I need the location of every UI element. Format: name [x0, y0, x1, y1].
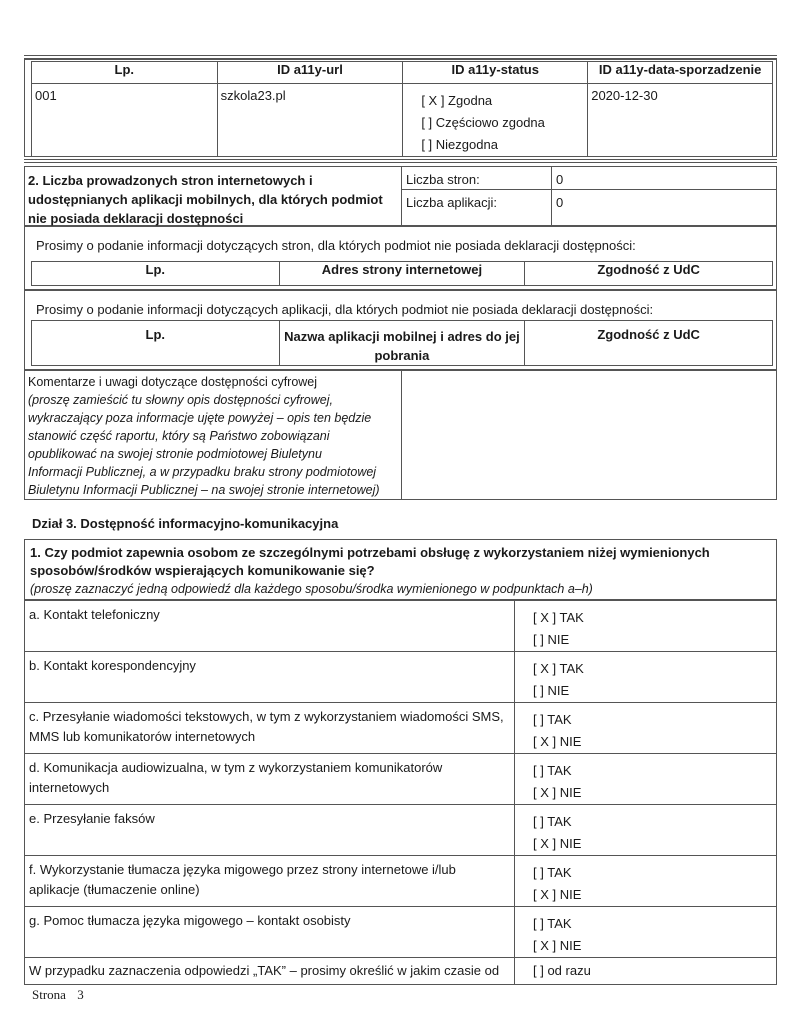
- item-options: [515, 601, 777, 652]
- table-row: [25, 907, 777, 958]
- pages-header-address: Adres strony internetowej: [279, 262, 525, 286]
- item-label-line: b. Kontakt korespondencyjny: [29, 658, 196, 673]
- item-label-line: aplikacje (tłumaczenie online): [29, 882, 200, 897]
- section3-heading: Dział 3. Dostępność informacyjno-komunikacyjna: [32, 516, 339, 531]
- header-url: ID a11y-url: [217, 62, 403, 84]
- option-nie[interactable]: [ ] NIE: [533, 683, 570, 698]
- table-row: [25, 754, 777, 805]
- pages-header-udc: Zgodność z UdC: [525, 262, 773, 286]
- section2-title: [28, 171, 400, 228]
- section2-title-line: udostępnianych aplikacji mobilnych, dla których podmiot: [28, 192, 383, 207]
- section2-title-line: 2. Liczba prowadzonych stron internetowych i: [28, 173, 313, 188]
- option-tak[interactable]: [ X ] TAK: [533, 610, 584, 625]
- option-nie[interactable]: [ X ] NIE: [533, 734, 582, 749]
- comments-hint-line: opublikować na swojej stronie podmiotowej Biuletynu: [28, 447, 322, 461]
- item-options: [515, 652, 777, 703]
- option-nie[interactable]: [ X ] NIE: [533, 887, 582, 902]
- item-options: [515, 907, 777, 958]
- timing-label: W przypadku zaznaczenia odpowiedzi „TAK” – prosimy określić w jakim czasie od: [25, 958, 515, 985]
- question-line: 1. Czy podmiot zapewnia osobom ze szczególnymi potrzebami obsługę z wykorzystaniem niżej wymienionych: [30, 545, 710, 560]
- item-label-line: f. Wykorzystanie tłumacza języka migowego przez strony internetowe i/lub: [29, 862, 456, 877]
- pages-request-text: Prosimy o podanie informacji dotyczących stron, dla których podmiot nie posiada deklaracji dostępności:: [36, 238, 636, 253]
- comments-hint-line: (proszę zamieścić tu słowny opis dostępności cyfrowej,: [28, 393, 333, 407]
- option-nie[interactable]: [ X ] NIE: [533, 938, 582, 953]
- comments-hint-line: wykraczający poza informacje ujęte powyżej – opis ten będzie: [28, 411, 372, 425]
- comments-input[interactable]: [402, 371, 776, 499]
- option-tak[interactable]: [ X ] TAK: [533, 661, 584, 676]
- item-label-line: internetowych: [29, 780, 110, 795]
- item-options: [515, 754, 777, 805]
- option-nie[interactable]: [ X ] NIE: [533, 836, 582, 851]
- table-row: [25, 703, 777, 754]
- status-option-partial[interactable]: [ ] Częściowo zgodna: [421, 115, 545, 130]
- item-label: [25, 652, 515, 703]
- section2-title-line: nie posiada deklaracji dostępności: [28, 211, 244, 226]
- item-label: [25, 856, 515, 907]
- section-divider: [24, 159, 777, 163]
- item-label-line: a. Kontakt telefoniczny: [29, 607, 160, 622]
- hline: [401, 189, 777, 190]
- comments-hint-line: stanowić część raportu, który są Państwo zobowiązani: [28, 429, 330, 443]
- option-tak[interactable]: [ ] TAK: [533, 763, 572, 778]
- item-label: [25, 805, 515, 856]
- item-options: [515, 703, 777, 754]
- header-date: ID a11y-data-sporzadzenie: [588, 62, 773, 84]
- item-label: [25, 703, 515, 754]
- pages-count-label: Liczba stron:: [406, 172, 480, 187]
- table-row: [25, 856, 777, 907]
- pages-header-lp: Lp.: [32, 262, 280, 286]
- item-label-line: d. Komunikacja audiowizualna, w tym z wykorzystaniem komunikatorów: [29, 760, 443, 775]
- item-label-line: g. Pomoc tłumacza języka migowego – kontakt osobisty: [29, 913, 351, 928]
- header-status: ID a11y-status: [403, 62, 588, 84]
- comments-hint-line: Informacji Publicznej, a w przypadku braku strony podmiotowej: [28, 465, 377, 479]
- apps-header-name: Nazwa aplikacji mobilnej i adres do jej pobrania: [279, 321, 525, 366]
- communication-table: [24, 600, 777, 985]
- vline: [401, 166, 402, 226]
- item-label-line: e. Przesyłanie faksów: [29, 811, 155, 826]
- apps-count-label: Liczba aplikacji:: [406, 195, 498, 210]
- page-number: 3: [77, 987, 84, 1002]
- option-nie[interactable]: [ X ] NIE: [533, 785, 582, 800]
- question-text: [30, 544, 775, 598]
- timing-options: [515, 958, 777, 985]
- page-label: Strona: [32, 987, 66, 1002]
- comments-hint-line: Biuletynu Informacji Publicznej – na swojej stronie internetowej): [28, 483, 380, 497]
- comments-label: Komentarze i uwagi dotyczące dostępności cyfrowej: [28, 375, 318, 389]
- url-table: [31, 61, 773, 157]
- table-row: [25, 601, 777, 652]
- option-nie[interactable]: [ ] NIE: [533, 632, 570, 647]
- pages-table: [31, 261, 773, 286]
- item-options: [515, 805, 777, 856]
- comments-label-cell: [28, 373, 400, 499]
- item-label-line: c. Przesyłanie wiadomości tekstowych, w tym z wykorzystaniem wiadomości SMS,: [29, 709, 504, 724]
- status-option-noncompliant[interactable]: [ ] Niezgodna: [421, 137, 498, 152]
- option-immediately[interactable]: [ ] od razu: [533, 963, 591, 978]
- option-tak[interactable]: [ ] TAK: [533, 865, 572, 880]
- item-label-line: MMS lub komunikatorów internetowych: [29, 729, 256, 744]
- question-hint: (proszę zaznaczyć jedną odpowiedź dla każdego sposobu/środka wymienionego w podpunktach a–h): [30, 582, 593, 596]
- apps-table: [31, 320, 773, 366]
- question-line: sposobów/środków wspierających komunikowanie się?: [30, 563, 375, 578]
- header-lp: Lp.: [32, 62, 218, 84]
- item-options: [515, 856, 777, 907]
- apps-count-value[interactable]: 0: [556, 195, 564, 210]
- option-tak[interactable]: [ ] TAK: [533, 712, 572, 727]
- apps-header-lp: Lp.: [32, 321, 280, 366]
- table-row: [25, 652, 777, 703]
- option-tak[interactable]: [ ] TAK: [533, 814, 572, 829]
- item-label: [25, 754, 515, 805]
- apps-header-udc: Zgodność z UdC: [525, 321, 773, 366]
- cell-status: [403, 84, 588, 157]
- table-row: [25, 958, 777, 985]
- apps-request-text: Prosimy o podanie informacji dotyczących aplikacji, dla których podmiot nie posiada deklaracji dostępności:: [36, 302, 654, 317]
- pages-count-value[interactable]: 0: [556, 172, 564, 187]
- cell-date: 2020-12-30: [588, 84, 773, 157]
- item-label: [25, 601, 515, 652]
- option-tak[interactable]: [ ] TAK: [533, 916, 572, 931]
- cell-lp: 001: [32, 84, 218, 157]
- page-footer: [32, 987, 84, 1003]
- table-row: [25, 805, 777, 856]
- item-label: [25, 907, 515, 958]
- cell-url: szkola23.pl: [217, 84, 403, 157]
- status-option-compliant[interactable]: [ X ] Zgodna: [421, 93, 493, 108]
- vline: [551, 166, 552, 226]
